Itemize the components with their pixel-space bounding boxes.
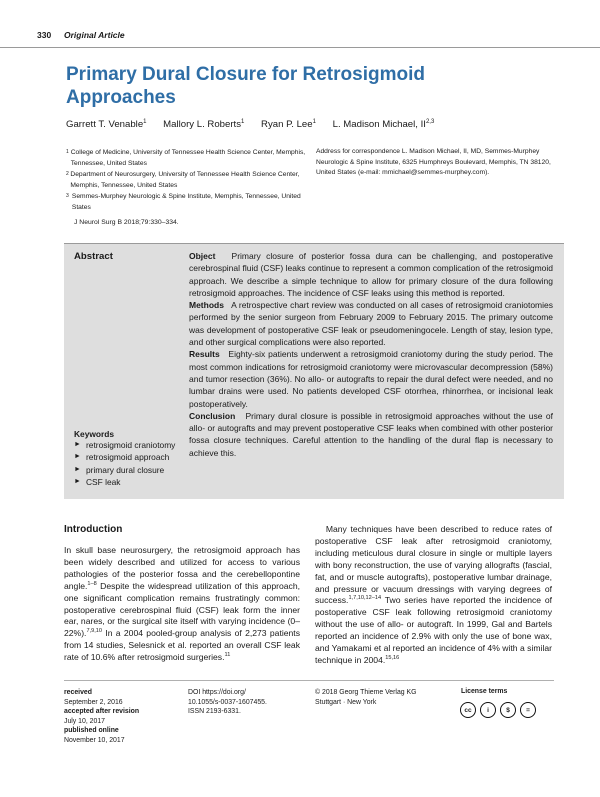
introduction-paragraph-2: Many techniques have been described to reduce rates of postoperative CSF leak after retrosigmoid craniotomy, including meticulous dural closure in single or multiple layers with bony reconstruction, the use of varying allografts (fascial, fat, and or muscle autografts), postoperative lumbar drainage, and pressure or vacuum dressings with varying degrees of success.$^{1,7,10,12-14}$ Two series have reported the incidence of postoperative CSF leak following retrosigmoid craniotomy without the use of allo- or autograft. In 1999, Gal and Bartels reported an incidence of 2.9% with only the use of bone wax, and Yamakami et al reported an incidence of 4% with a similar technique in 2004.$^{15,16}$ xyxy=(315,524,552,665)
by-icon: i xyxy=(480,702,496,718)
citation: 7,9,10 xyxy=(86,628,103,635)
article-history: received September 2, 2016 accepted after revision July 10, 2017 published online November 10, 2017 xyxy=(64,689,140,744)
license-heading: License terms xyxy=(461,688,508,695)
affiliation: 2 Department of Neurosurgery, University of Tennessee Health Science Center, Memphis, Tennessee, United States xyxy=(66,171,300,189)
introduction-heading: Introduction xyxy=(64,524,123,535)
keyword-item: ► retrosigmoid craniotomy xyxy=(74,440,176,450)
affiliations xyxy=(66,148,316,214)
affiliation: 3 Semmes-Murphey Neurologic & Spine Institute, Memphis, Tennessee, United States xyxy=(66,193,301,211)
abstract-heading: Abstract xyxy=(74,251,113,262)
journal-reference: J Neurol Surg B 2018;79:330–334. xyxy=(74,219,179,226)
article-title: Primary Dural Closure for Retrosigmoid Approaches xyxy=(66,64,425,108)
citation: 1,7,10,12–14 xyxy=(348,595,382,602)
doi-info: DOI https://doi.org/ 10.1055/s-0037-1607455. ISSN 2193-6331. xyxy=(188,689,267,716)
citation: 15,16 xyxy=(385,655,400,662)
arrow-icon: ► xyxy=(74,441,81,448)
cc-icon: cc xyxy=(460,702,476,718)
keyword-item: ► retrosigmoid approach xyxy=(74,452,170,463)
page-number: 330 xyxy=(37,30,52,40)
author: Mallory L. Roberts$^1$ xyxy=(163,119,245,131)
introduction-paragraph-1: In skull base neurosurgery, the retrosigmoid approach has been widely described and utilized for access to various pathologies of the posterior fossa and the cerebellopontine angle.$^{1-8}$ Despite the widespread utilization of this approach, one significant complication remains frustratingly common: postoperative cerebrospinal fluid (CSF) leak form the inner ear, nares, or the surgical site itself with varying incidence (0–22%).$^{7,9,10}$ In a 2004 pooled-group analysis of 2,273 patients from 14 studies, Selesnick et al. reported an overall CSF leak rate of 10.6% after retrosigmoid surgeries.$^{11}$ xyxy=(64,545,300,663)
objective-label: Object xyxy=(189,251,216,261)
arrow-icon: ► xyxy=(74,478,81,486)
citation: 11 xyxy=(224,652,231,659)
arrow-icon: ► xyxy=(74,465,81,473)
affiliation: 1 College of Medicine, University of Tennessee Health Science Center, Memphis, Tennessee, United States xyxy=(66,149,306,167)
citation: 1–8 xyxy=(87,580,97,587)
keyword-item: ► primary dural closure xyxy=(74,464,165,475)
header-divider xyxy=(0,47,600,48)
footer-divider xyxy=(64,680,554,681)
author: L. Madison Michael, II$^{2,3}$ xyxy=(332,119,435,131)
conclusion-label: Conclusion xyxy=(189,410,236,421)
abstract-body xyxy=(189,250,553,459)
author: Garrett T. Venable$^1$ xyxy=(66,119,147,131)
section-label: Original Article xyxy=(64,30,125,40)
arrow-icon: ► xyxy=(74,453,81,461)
author: Ryan P. Lee$^1$ xyxy=(261,119,316,131)
correspondence-address: Address for correspondence L. Madison Michael, II, MD, Semmes-Murphey Neurologic & Spine Institute, 6325 Humphreys Boulevard, Memphis, TN 38120, United States (e-mail: mmichael@semmes-murphey.com). xyxy=(316,148,551,176)
keyword-item: ► CSF leak xyxy=(74,477,121,488)
objective-text: Primary closure of posterior fossa dura can be challenging, and postoperative cerebrospinal fluid (CSF) leaks continue to represent a common complication of the retrosigmoid approach. We describe a simple technique to allow for primary closure of the dura following retrosigmoid approaches. The incidence of CSF leaks using this method is reported. xyxy=(189,251,553,298)
author-list xyxy=(66,119,448,130)
methods-label: Methods xyxy=(189,300,224,311)
license-icons xyxy=(460,702,536,718)
keywords-list xyxy=(74,439,184,489)
copyright-info: © 2018 Georg Thieme Verlag KG Stuttgart · New York xyxy=(315,689,417,706)
doi-link[interactable]: https://doi.org/ xyxy=(202,689,246,696)
results-text: Eighty-six patients underwent a retrosigmoid craniotomy during the study period. The most common indications for retrosigmoid craniotomy were microvascular decompression (58%) and tumor resection (36%). No allo- or autografts to repair the dural defect were needed, and no lumbar drains were used. No patients developed CSF otorrhea, rhinorrhea, or incisional leak postoperatively. xyxy=(189,349,554,409)
results-label: Results xyxy=(189,349,220,360)
nd-icon: = xyxy=(520,702,536,718)
nc-icon: $ xyxy=(500,702,516,718)
keywords-heading: Keywords xyxy=(74,429,115,439)
conclusion-text: Primary dural closure is possible in retrosigmoid approaches without the use of allo- or autografts and may prevent postoperative CSF leaks when combined with other posterior fossa closure techniques. Careful attention to the handling of the dural flap is necessary to achieve this. xyxy=(189,410,553,458)
methods-text: A retrospective chart review was conducted on all cases of retrosigmoid craniotomies performed by the senior surgeon from February 2009 to February 2015. The primary outcome was development of postoperative CSF leak or pseudomeningocele. Length of stay, lesion type, and other surgical complications were also reported. xyxy=(189,300,553,348)
